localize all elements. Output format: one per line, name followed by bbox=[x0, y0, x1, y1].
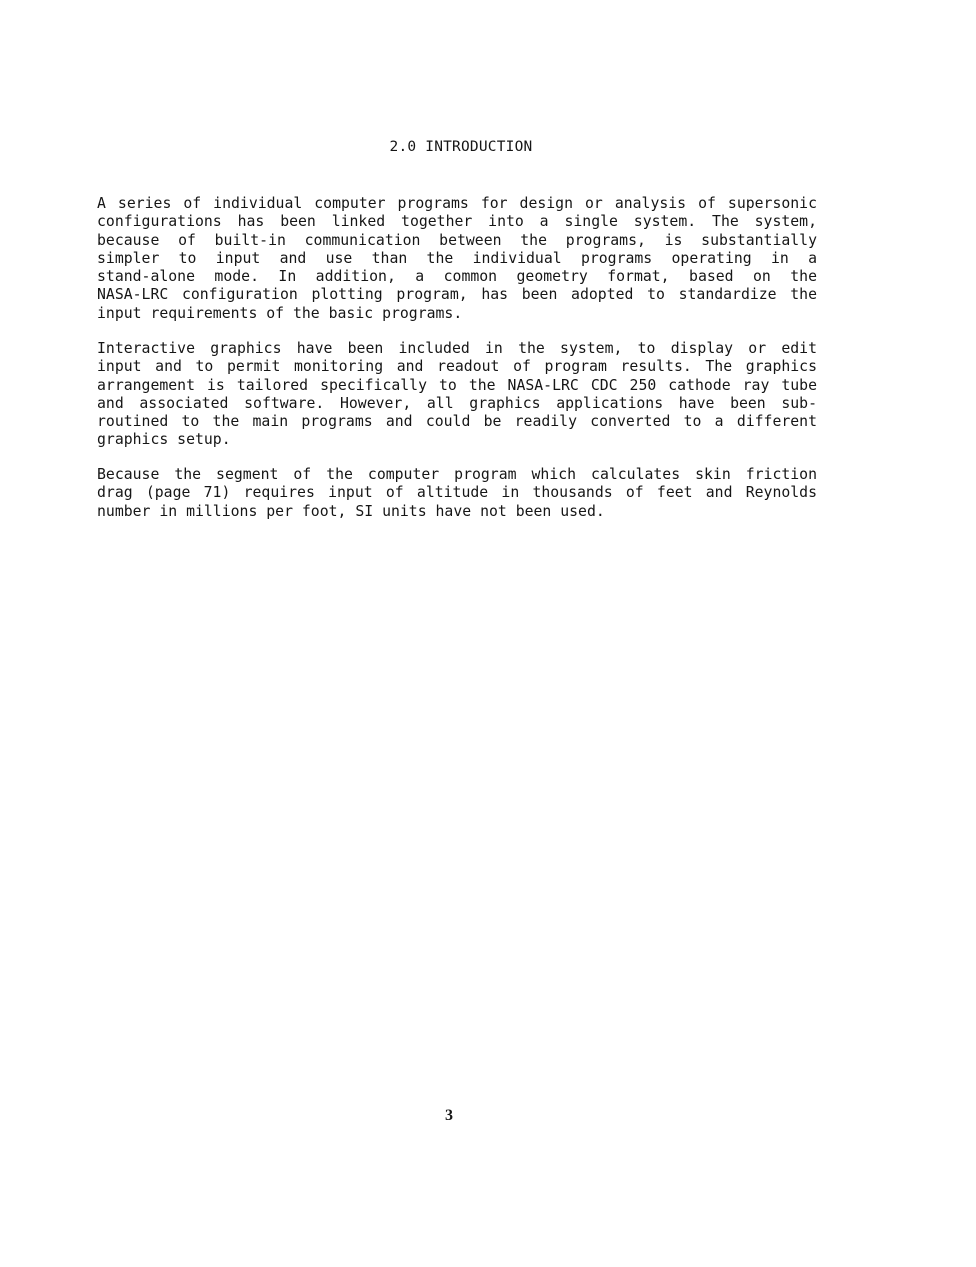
paragraph-line: Because the segment of the computer program which calculates skin friction bbox=[97, 466, 817, 483]
paragraph-line: number in millions per foot, SI units have not been used. bbox=[97, 502, 605, 520]
paragraph-line: Interactive graphics have been included in the system, to display or edit bbox=[97, 340, 817, 357]
paragraph-units-note bbox=[97, 466, 817, 521]
paragraph-line: input requirements of the basic programs. bbox=[97, 304, 463, 322]
paragraph-line: drag (page 71) requires input of altitude in thousands of feet and Reynolds bbox=[97, 484, 817, 502]
paragraph-line: because of built-in communication between the programs, is substantially bbox=[97, 231, 817, 249]
paragraph-line: simpler to input and use than the individual programs operating in a bbox=[97, 249, 817, 267]
paragraph-line: A series of individual computer programs for design or analysis of supersonic bbox=[97, 195, 817, 212]
paragraph-line: graphics setup. bbox=[97, 431, 231, 449]
paragraph-line: input and to permit monitoring and readout of program results. The graphics bbox=[97, 358, 817, 376]
paragraph-line: NASA-LRC configuration plotting program, has been adopted to standardize the bbox=[97, 286, 817, 304]
section-heading: 2.0 INTRODUCTION bbox=[389, 139, 533, 155]
paragraph-line: arrangement is tailored specifically to the NASA-LRC CDC 250 cathode ray tube bbox=[97, 376, 817, 394]
paragraph-line: routined to the main programs and could be readily converted to a different bbox=[97, 413, 817, 431]
paragraph-intro-system bbox=[97, 195, 817, 323]
page-number: 3 bbox=[445, 1107, 453, 1124]
paragraph-interactive-graphics bbox=[97, 340, 817, 450]
paragraph-line: configurations has been linked together into a single system. The system, bbox=[97, 213, 817, 231]
paragraph-line: stand-alone mode. In addition, a common geometry format, based on the bbox=[97, 268, 817, 286]
paragraph-line: and associated software. However, all graphics applications have been sub- bbox=[97, 394, 817, 412]
